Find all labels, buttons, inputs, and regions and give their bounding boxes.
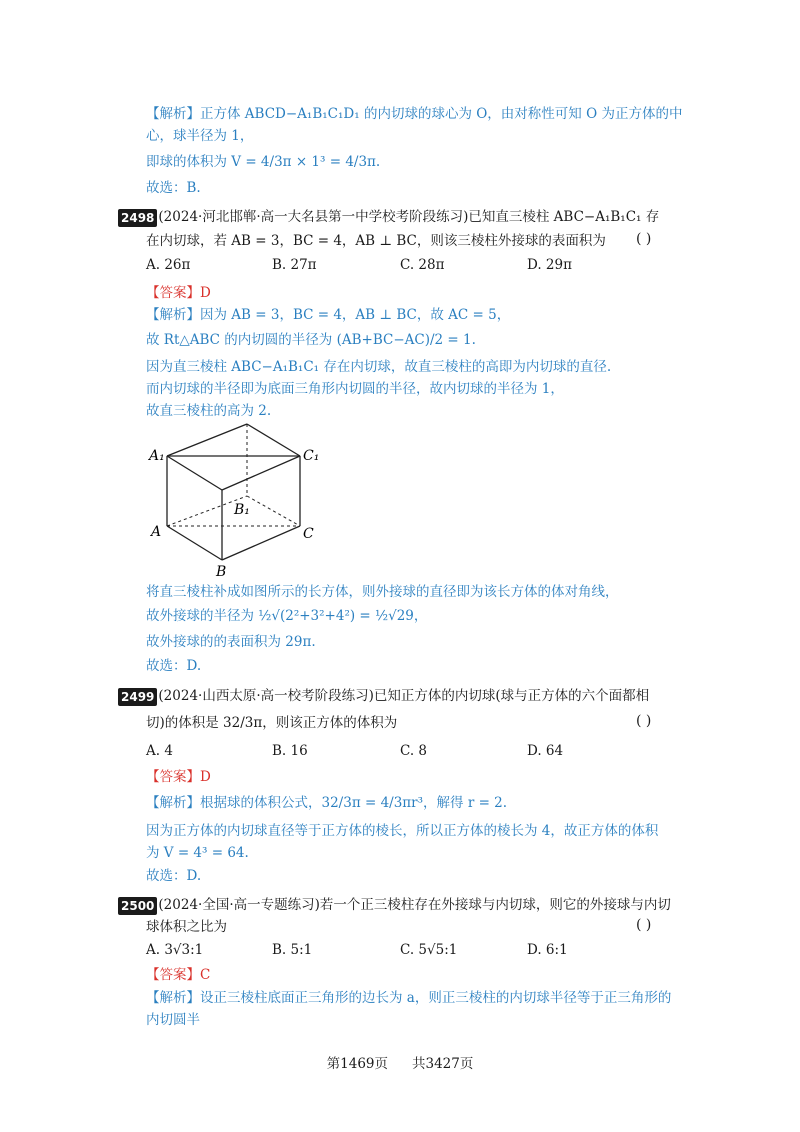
solution-line: 为 V = 4³ = 64. [146,845,249,861]
solution-line: 故直三棱柱的高为 2. [146,403,272,419]
option-c: C. 8 [400,743,428,759]
vertex-label-c1: C₁ [303,448,320,464]
solution-line: 【解析】设正三棱柱底面正三角形的边长为 a，则正三棱柱的内切球半径等于正三角形的 [146,990,672,1006]
answer-label: 【答案】 [146,769,200,785]
solution-line: 故选：B. [146,180,201,196]
option-c: C. 28π [400,257,445,273]
vertex-label-b1: B₁ [234,502,250,518]
problem-number: 2498 [118,209,157,227]
vertex-label-a: A [151,524,162,540]
answer-label: 【答案】 [146,285,200,301]
solution-line: 【解析】正方体 ABCD−A₁B₁C₁D₁ 的内切球的球心为 O，由对称性可知 O 为正方体的中 [146,106,683,122]
solution-line: 心，球半径为 1， [146,128,254,144]
answer-bracket: ( ) [636,231,652,247]
solution-line: 【解析】根据球的体积公式，32/3π = 4/3πr³，解得 r = 2. [146,795,508,811]
answer-line [146,965,210,985]
problem-stem-line: 2498 (2024·河北邯郸·高一大名县第一中学校考阶段练习)已知直三棱柱 ABC−A₁B₁C₁ 存 [118,207,659,227]
option-b: B. 16 [272,743,308,759]
option-d: D. 64 [527,743,564,759]
solution-line: 因为直三棱柱 ABC−A₁B₁C₁ 存在内切球，故直三棱柱的高即为内切球的直径. [146,359,612,375]
problem-number: 2500 [118,897,157,915]
vertex-label-c: C [303,526,314,542]
problem-number: 2499 [118,688,157,706]
solution-line: 故外接球的的表面积为 29π. [146,634,316,650]
answer-bracket: ( ) [636,713,652,729]
option-b: B. 5:1 [272,942,313,958]
option-d: D. 29π [527,257,572,273]
answer-line [146,767,211,787]
solution-line: 将直三棱柱补成如图所示的长方体，则外接球的直径即为该长方体的体对角线， [146,584,619,600]
problem-stem-line: 切)的体积是 32/3π，则该正方体的体积为 [146,715,398,731]
solution-line: 即球的体积为 V = 4/3π × 1³ = 4/3π. [146,154,381,170]
solution-line: 因为正方体的内切球直径等于正方体的棱长，所以正方体的棱长为 4，故正方体的体积 [146,823,659,839]
solution-line: 故外接球的半径为 ½√(2²+3²+4²) = ½√29， [146,608,428,624]
prism-figure [140,418,340,578]
answer-value: D [200,285,211,301]
option-a: A. 3√3:1 [146,942,204,958]
option-a: A. 4 [146,743,173,759]
solution-line: 故 Rt△ABC 的内切圆的半径为 (AB+BC−AC)/2 = 1. [146,332,476,348]
solution-line: 故选：D. [146,658,202,674]
answer-value: D [200,769,211,785]
answer-line [146,283,211,303]
vertex-label-b: B [216,564,227,578]
total-pages: 共3427页 [412,1056,474,1072]
problem-stem-line: 在内切球，若 AB = 3，BC = 4，AB ⊥ BC，则该三棱柱外接球的表面积为 [146,233,606,249]
option-a: A. 26π [146,257,191,273]
problem-stem-line: 2500 (2024·全国·高一专题练习)若一个正三棱柱存在外接球与内切球，则它的外接球与内切 [118,895,671,915]
solution-line: 内切圆半 [146,1012,200,1028]
answer-bracket: ( ) [636,917,652,933]
solution-line: 故选：D. [146,868,202,884]
problem-stem-line: 2499 (2024·山西太原·高一校考阶段练习)已知正方体的内切球(球与正方体的六个面都相 [118,686,649,706]
option-b: B. 27π [272,257,317,273]
page-footer [0,1052,800,1072]
answer-label: 【答案】 [146,967,200,983]
option-c: C. 5√5:1 [400,942,458,958]
vertex-label-a1: A₁ [149,448,165,464]
solution-line: 【解析】因为 AB = 3，BC = 4，AB ⊥ BC，故 AC = 5， [146,307,511,323]
page-number: 第1469页 [326,1056,388,1072]
option-d: D. 6:1 [527,942,568,958]
problem-stem-line: 球体积之比为 [146,919,227,935]
answer-value: C [200,967,211,983]
solution-line: 而内切球的半径即为底面三角形内切圆的半径，故内切球的半径为 1， [146,381,564,397]
